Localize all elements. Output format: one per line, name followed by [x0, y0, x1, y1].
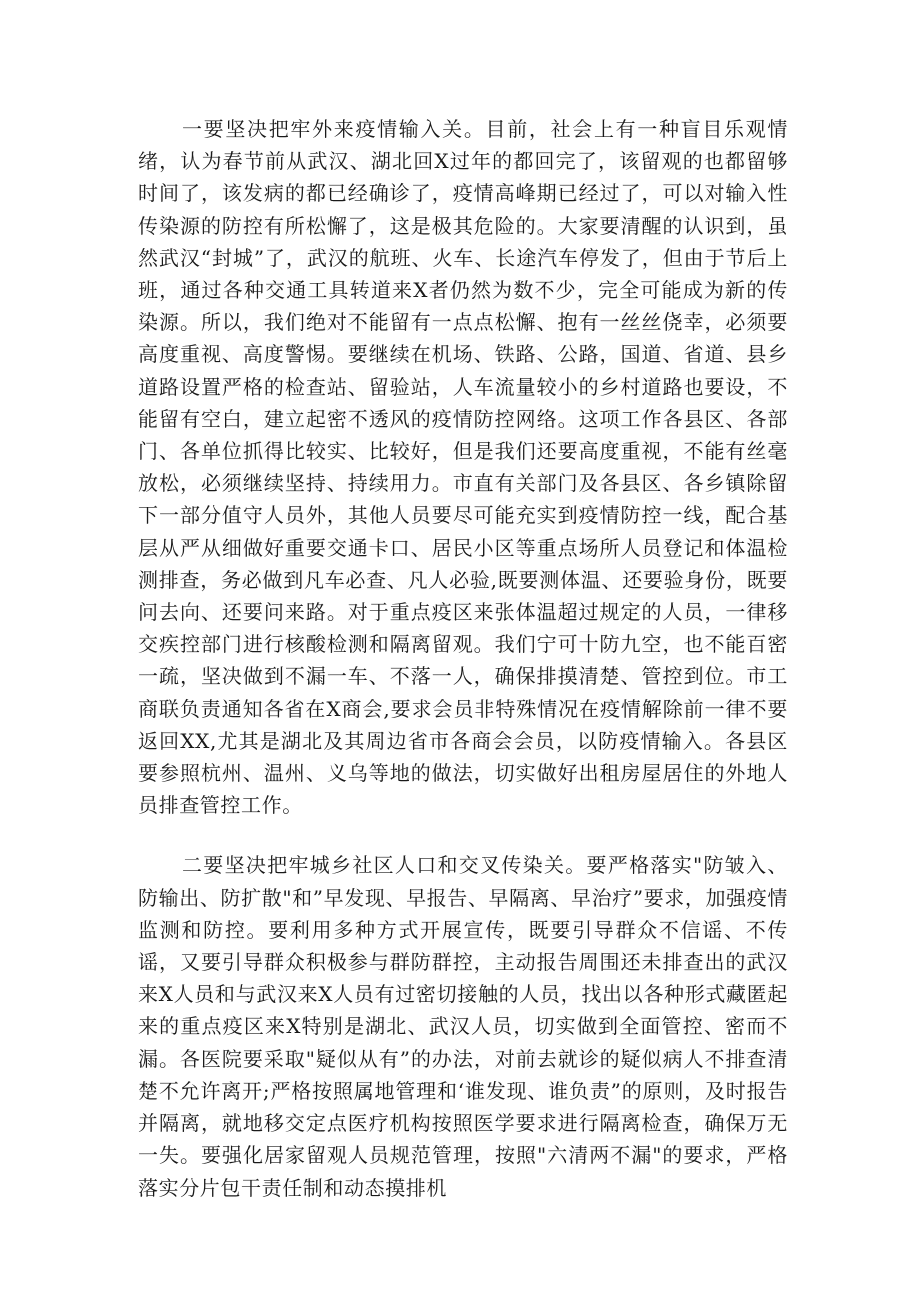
paragraph-1: 一要坚决把牢外来疫情输入关。目前，社会上有一种盲目乐观情绪，认为春节前从武汉、湖北回X过年的都回完了，该留观的也都留够时间了，该发病的都已经确诊了，疫情高峰期已经过了，可以对输入性传染源的防控有所松懈了，这是极其危险的。大家要清醒的认识到，虽然武汉“封城”了，武汉的航班、火车、长途汽车停发了，但由于节后上班，通过各种交通工具转道来X者仍然为数不少，完全可能成为新的传染源。所以，我们绝对不能留有一点点松懈、抱有一丝丝侥幸，必须要高度重视、高度警惕。要继续在机场、铁路、公路，国道、省道、县乡道路设置严格的检查站、留验站，人车流量较小的乡村道路也要设，不能留有空白，建立起密不透风的疫情防控网络。这项工作各县区、各部门、各单位抓得比较实、比较好，但是我们还要高度重视，不能有丝毫放松，必须继续坚持、持续用力。市直有关部门及各县区、各乡镇除留下一部分值守人员外，其他人员要尽可能充实到疫情防控一线，配合基层从严从细做好重要交通卡口、居民小区等重点场所人员登记和体温检测排查，务必做到凡车必查、凡人必验,既要测体温、还要验身份，既要问去向、还要问来路。对于重点疫区来张体温超过规定的人员，一律移交疾控部门进行核酸检测和隔离留观。我们宁可十防九空，也不能百密一疏，坚决做到不漏一车、不落一人，确保排摸清楚、管控到位。市工商联负责通知各省在X商会,要求会员非特殊情况在疫情解除前一律不要返回XX,尤其是湖北及其周边省市各商会会员，以防疫情输入。各县区要参照杭州、温州、义乌等地的做法，切实做好出租房屋居住的外地人员排查管控工作。 — [138, 117, 788, 818]
paragraph-2: 二要坚决把牢城乡社区人口和交叉传染关。要严格落实"防皱入、防输出、防扩散"和”早发现、早报告、早隔离、早治疗”要求，加强疫情监测和防控。要利用多种方式开展宣传，既要引导群众不信谣、不传谣，又要引导群众积极参与群防群控，主动报告周围还未排查出的武汉来X人员和与武汉来X人员有过密切接触的人员，找出以各种形式藏匿起来的重点疫区来X特别是湖北、武汉人员，切实做到全面管控、密而不漏。各医院要采取"疑似从有”的办法，对前去就诊的疑似病人不排查清楚不允许离开;严格按照属地管理和‘谁发现、谁负责”的原则，及时报告并隔离，就地移交定点医疗机构按照医学要求进行隔离检查，确保万无一失。要强化居家留观人员规范管理，按照"六清两不漏"的要求，严格落实分片包干责任制和动态摸排机 — [138, 853, 788, 1200]
document-body — [138, 113, 788, 1204]
